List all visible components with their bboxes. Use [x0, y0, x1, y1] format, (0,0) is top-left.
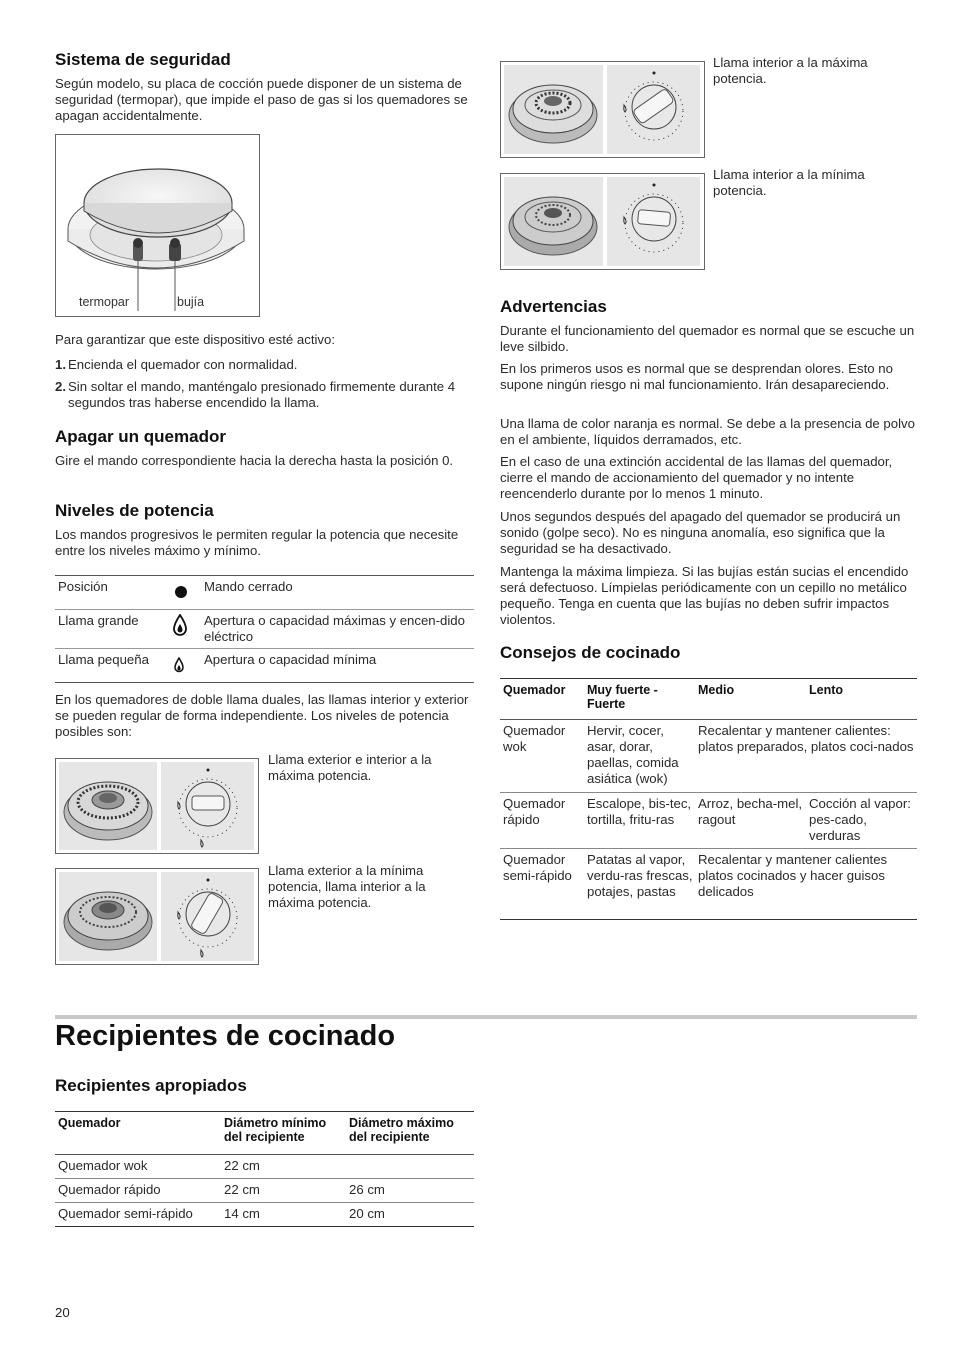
label-termopar: termopar	[79, 295, 130, 309]
burner-illustration	[504, 177, 603, 266]
advertencias-p4: En el caso de una extinción accidental de las llamas del quemador, cierre el mando de accionamiento del quemador y no intente reencenderlo durante por lo menos 1 minuto.	[500, 454, 893, 501]
apagar-body: Gire el mando correspondiente hacia la derecha hasta la posición 0.	[55, 453, 454, 468]
advertencias-p2: En los primeros usos es normal que se desprendan olores. Esto no supone ningún riesgo ni mal funcionamiento. Irán desapareciendo.	[500, 361, 893, 392]
page-number: 20	[55, 1305, 70, 1320]
knob-illustration	[607, 65, 700, 154]
large-flame-icon	[173, 614, 187, 636]
burner-illustration	[59, 762, 157, 850]
table-row: Quemador rápido 22 cm 26 cm	[55, 1179, 474, 1203]
burner-figure-1	[55, 758, 259, 854]
advertencias-p5: Unos segundos después del apagado del quemador se producirá un sonido (golpe seco). No es ninguna anomalía, eso significa que la seguridad se ha desactivado.	[500, 509, 901, 556]
small-flame-icon	[174, 657, 184, 673]
burner-figure-3	[500, 61, 705, 158]
consejos-header-row: Quemador Muy fuerte - Fuerte Medio Lento	[500, 679, 917, 720]
burner-illustration	[504, 65, 603, 154]
niveles-body: Los mandos progresivos le permiten regular la potencia que necesite entre los niveles máximo y mínimo.	[55, 527, 459, 558]
advertencias-p3: Una llama de color naranja es normal. Se debe a la presencia de polvo en el ambiente, líquidos derramados, etc.	[500, 416, 915, 447]
chapter-title: Recipientes de cocinado	[55, 1020, 396, 1052]
niveles-table	[55, 575, 474, 683]
table-row: Quemador wok 22 cm	[55, 1155, 474, 1179]
fig-caption-4: Llama interior a la mínima potencia.	[713, 167, 865, 198]
section-title-consejos: Consejos de cocinado	[500, 643, 681, 662]
table-row: Quemador semi-rápido Patatas al vapor, verdu-ras frescas, potajes, pastas Recalentar y mantener calientes platos cocinados y hacer guisos delicados	[500, 849, 917, 920]
burner-figure-4	[500, 173, 705, 270]
table-row: Quemador semi-rápido 14 cm 20 cm	[55, 1203, 474, 1227]
niveles-row: Posición Mando cerrado	[55, 576, 474, 610]
label-bujia: bujía	[177, 295, 205, 309]
section-title-niveles: Niveles de potencia	[55, 501, 214, 520]
burner-illustration	[59, 872, 157, 961]
table-row: Quemador wok Hervir, cocer, asar, dorar, paellas, comida asiática (wok) Recalentar y mantener calientes: platos preparados, platos coci-nados	[500, 720, 917, 793]
table-row: Quemador rápido Escalope, bis-tec, tortilla, fritu-ras Arroz, becha-mel, ragout Cocción al vapor: pes-cado, verduras	[500, 793, 917, 849]
knob-illustration	[607, 177, 700, 266]
knob-illustration	[161, 762, 254, 850]
consejos-table	[500, 678, 917, 920]
section-divider	[55, 1015, 917, 1019]
seguridad-intro: Para garantizar que este dispositivo esté activo:	[55, 332, 336, 347]
niveles-row: Llama grande Apertura o capacidad máximas y encen-dido eléctrico	[55, 610, 474, 649]
advertencias-p1: Durante el funcionamiento del quemador es normal que se escuche un leve silbido.	[500, 323, 915, 354]
advertencias-p6: Mantenga la máxima limpieza. Si las bujías están sucias el encendido será defectuoso. Límpielas periódicamente con un cepillo no metálico pequeño. Tenga en cuenta que las bujías no deben sufrir impactos violentos.	[500, 564, 909, 627]
section-title-seguridad: Sistema de seguridad	[55, 50, 231, 69]
fig-caption-3: Llama interior a la máxima potencia.	[713, 55, 868, 86]
section-title-apagar: Apagar un quemador	[55, 427, 226, 446]
thermocouple-figure	[55, 134, 260, 317]
fig-caption-1: Llama exterior e interior a la máxima potencia.	[268, 752, 432, 783]
dual-body: En los quemadores de doble llama duales, las llamas interior y exterior se pueden regular de forma independiente. Los niveles de potencia posibles son:	[55, 692, 469, 739]
recipientes-header-row: Quemador Diámetro mínimo del recipiente Diámetro máximo del recipiente	[55, 1112, 474, 1155]
niveles-row: Llama pequeña Apertura o capacidad mínima	[55, 649, 474, 683]
fig-caption-2: Llama exterior a la mínima potencia, llama interior a la máxima potencia.	[268, 863, 426, 910]
section-title-advertencias: Advertencias	[500, 297, 607, 316]
burner-figure-2	[55, 868, 259, 965]
knob-illustration	[161, 872, 254, 961]
burner-thermocouple-illustration	[56, 135, 259, 316]
seguridad-body: Según modelo, su placa de cocción puede disponer de un sistema de seguridad (termopar), que impide el paso de gas si los quemadores se apagan accidentalmente.	[55, 76, 468, 123]
recipientes-table	[55, 1111, 474, 1227]
closed-dot-icon	[175, 586, 187, 598]
section-title-recipientes: Recipientes apropiados	[55, 1076, 247, 1095]
